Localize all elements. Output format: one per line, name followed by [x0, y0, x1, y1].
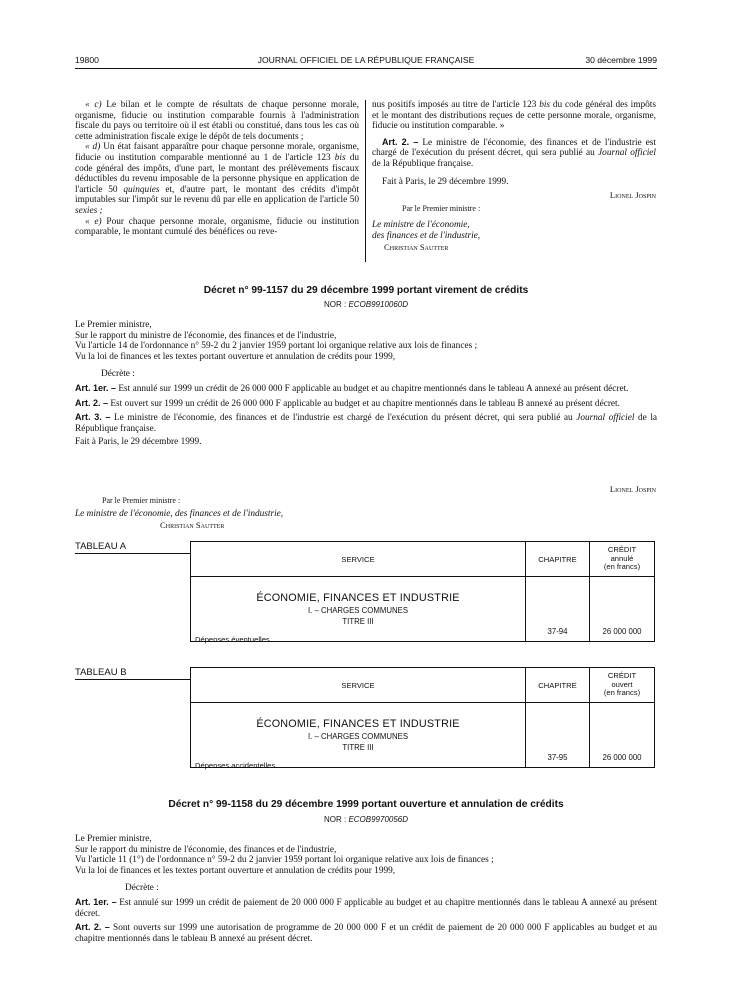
intro: Le Premier ministre, — [75, 834, 152, 844]
paragraph-text: de la République française. — [372, 158, 474, 169]
paragraph-e — [75, 217, 359, 238]
table-header — [191, 542, 654, 577]
col-service: SERVICE — [191, 668, 526, 702]
paragraph-text: Le bilan et le compte de résultats de chaque personne morale, organisme, fiducie ou institution comparable fournis à l'administration fiscale du pays ou territoire où il est établi ou constitué, dans tous les cas où cette administration fiscale exige le dépôt de tels documents ; — [75, 100, 359, 142]
paragraph-text: Est annulé sur 1999 un crédit de paiement de 20 000 000 F applicable au budget et au chapitre mentionnés dans le tableau A annexé au présent décret. — [75, 897, 658, 919]
par-line: Par le Premier ministre : — [402, 203, 481, 213]
table-header — [191, 668, 654, 703]
vu-line: Vu la loi de finances et les textes portant ouverture et annulation de crédits pour 1999, — [75, 351, 396, 362]
signer-name: Lionel Jospin — [609, 190, 656, 201]
table-row — [191, 703, 654, 770]
col-credit-line: annulé — [610, 553, 634, 563]
journal-title: JOURNAL OFFICIEL DE LA RÉPUBLIQUE FRANÇAISE — [257, 55, 475, 65]
decree-2-title: Décret n° 99-1158 du 29 décembre 1999 portant ouverture et annulation de crédits — [168, 799, 564, 810]
minister-title: Le ministre de l'économie, des finances et de l'industrie, — [75, 509, 284, 519]
article-label: Art. 2. – — [382, 136, 419, 147]
nor-code: ECOB9970056D — [348, 815, 409, 824]
col-credit-line: (en francs) — [603, 688, 641, 698]
col-chapitre: CHAPITRE — [526, 668, 590, 702]
minister-title: Le ministre de l'économie, — [372, 220, 470, 231]
paragraph-text: Pour chaque personne morale, organisme, fiducie ou institution comparable, le montant cumulé des bénéfices ou reve- — [75, 216, 359, 238]
tableau-b-label: TABLEAU B — [75, 667, 190, 680]
col-credit-line: ouvert — [611, 679, 633, 689]
emphasis: Journal officiel — [576, 413, 635, 424]
section-heading: I. – CHARGES COMMUNES — [307, 606, 409, 615]
paragraph-text: Est annulé sur 1999 un crédit de 26 000 000 F applicable au budget et au chapitre mentionnés dans le tableau A annexé au présent décret. — [118, 383, 629, 394]
titre-heading: TITRE III — [342, 743, 374, 752]
minister-line-1 — [372, 220, 656, 231]
article-1 — [75, 897, 657, 919]
titre-heading: TITRE III — [342, 617, 374, 626]
tableau-a — [190, 541, 655, 642]
service-cell — [191, 577, 526, 644]
amount-cell: 26 000 000 — [602, 752, 642, 762]
article-label: Art. 2. – — [75, 922, 110, 933]
nor-label: NOR : — [323, 300, 347, 309]
decrete: Décrète : — [101, 369, 135, 380]
emphasis: quinquies — [123, 184, 160, 195]
paragraph-text: du code général des impôts et le montant des distributions reçues de cette personne morale, organisme, fiducie ou institution comparable. » — [372, 100, 656, 132]
decrete: Décrète : — [125, 883, 159, 894]
expense-label: Dépenses éventuelles — [195, 635, 270, 644]
service-cell — [191, 703, 526, 770]
minister-name: Christian Sautter — [384, 241, 449, 252]
paragraph-text: Le ministre de l'économie, des finances et de l'industrie est chargé de l'exécution du présent décret, qui sera publié au — [372, 137, 656, 159]
expense-label: Dépenses accidentelles — [195, 761, 276, 770]
decree-1-minister — [75, 509, 283, 519]
col-credit — [590, 542, 654, 576]
section-heading: I. – CHARGES COMMUNES — [307, 732, 409, 741]
col-credit — [590, 668, 654, 702]
article-3 — [75, 412, 657, 434]
item-label: « d) — [85, 142, 101, 153]
decree-1-body — [75, 320, 657, 448]
col-credit-line: (en francs) — [603, 562, 641, 572]
intro: Le Premier ministre, — [75, 320, 152, 330]
emphasis: bis — [539, 100, 551, 110]
col-credit-line: CRÉDIT — [607, 671, 637, 681]
decree-1-signer: Lionel Jospin — [609, 484, 656, 494]
article-label: Art. 1er. – — [75, 382, 117, 393]
minister-title: des finances et de l'industrie, — [372, 230, 481, 241]
paragraph-text: de la République française. — [75, 413, 658, 434]
expense-line — [195, 635, 521, 644]
vu-line: Vu l'article 14 de l'ordonnance n° 59-2 du 2 janvier 1959 portant loi organique relative aux lois de finances ; — [75, 341, 478, 352]
ministry-heading: ÉCONOMIE, FINANCES ET INDUSTRIE — [256, 718, 460, 730]
fait-line: Fait à Paris, le 29 décembre 1999. — [382, 176, 509, 187]
issue-date: 30 décembre 1999 — [585, 55, 657, 65]
emphasis: bis — [334, 152, 346, 163]
col-service: SERVICE — [191, 542, 526, 576]
paragraph-d — [75, 142, 359, 216]
article-2 — [75, 398, 657, 410]
emphasis: sexies ; — [75, 205, 103, 216]
paragraph-text: Est ouvert sur 1999 un crédit de 26 000 000 F applicable au budget et au chapitre mentionnés dans le tableau B annexé au présent décret. — [110, 398, 620, 409]
tableau-b — [190, 667, 655, 768]
right-column — [372, 100, 656, 252]
column-divider — [365, 100, 366, 262]
ministry-heading: ÉCONOMIE, FINANCES ET INDUSTRIE — [256, 592, 460, 604]
paragraph-text: et, d'autre part, le montant des crédits d'impôt imputables sur l'impôt sur le revenu dû par elle en application de l'article 50 — [75, 184, 359, 206]
tableau-a-label: TABLEAU A — [75, 541, 190, 554]
decree-2-nor — [75, 815, 657, 824]
fait-line: Fait à Paris, le 29 décembre 1999. — [75, 437, 202, 448]
left-column — [75, 100, 359, 238]
nor-label: NOR : — [323, 815, 347, 824]
dot-leader — [277, 767, 519, 768]
chapitre-cell: 37-95 — [526, 703, 590, 767]
col-chapitre: CHAPITRE — [526, 542, 590, 576]
article-label: Art. 1er. – — [75, 896, 117, 907]
vu-line: Vu la loi de finances et les textes portant ouverture et annulation de crédits pour 1999, — [75, 865, 396, 876]
col-credit-line: CRÉDIT — [607, 545, 637, 555]
article-2 — [75, 922, 657, 944]
decree-2-body — [75, 834, 657, 944]
minister-line-2 — [372, 231, 656, 242]
page-number: 19800 — [75, 55, 99, 65]
paragraph-text: du code général des impôts, d'une part, le montant des prélèvements fiscaux déductibles du revenu imposable de la personne physique en application de l'article 50 — [75, 152, 360, 195]
article-label: Art. 3. – — [75, 412, 111, 423]
paragraph-text: Sont ouverts sur 1999 une autorisation de programme de 20 000 000 F et un crédit de paiement de 20 000 000 F applicables au budget et au chapitre mentionnés dans le tableau B annexé au présent décret. — [75, 923, 657, 944]
dot-leader — [272, 641, 519, 642]
decree-1-nor — [75, 300, 657, 309]
chapitre-cell: 37-94 — [526, 577, 590, 641]
nor-code: ECOB9910060D — [348, 300, 409, 309]
vu-line: Sur le rapport du ministre de l'économie, des finances et de l'industrie, — [75, 844, 337, 855]
decree-1-minister-name: Christian Sautter — [160, 520, 225, 530]
item-label: « c) — [85, 100, 102, 110]
table-row — [191, 577, 654, 644]
decree-1-title: Décret n° 99-1157 du 29 décembre 1999 portant virement de crédits — [203, 285, 529, 296]
paragraph-text: Un état faisant apparaître pour chaque personne morale, organisme, fiducie ou institution comparable mentionné au 1 de l'article 123 — [75, 142, 360, 163]
expense-line — [195, 761, 521, 770]
paragraph-c — [75, 100, 359, 142]
paragraph-text: Le ministre de l'économie, des finances et de l'industrie est chargé de l'exécution du présent décret, qui sera publié au — [113, 413, 573, 424]
continued-paragraph — [372, 100, 656, 132]
paragraph-text: nus positifs imposés au titre de l'article 123 — [372, 100, 537, 110]
vu-line: Vu l'article 11 (1°) de l'ordonnance n° 59-2 du 2 janvier 1959 portant loi organique relative aux lois de finances ; — [75, 855, 494, 866]
item-label: « e) — [85, 216, 102, 227]
header-rule — [75, 68, 657, 69]
decree-1-par: Par le Premier ministre : — [102, 496, 181, 505]
article-2 — [372, 137, 656, 170]
article-label: Art. 2. – — [75, 397, 109, 408]
emphasis: Journal officiel — [598, 148, 657, 159]
vu-line: Sur le rapport du ministre de l'économie, des finances et de l'industrie, — [75, 330, 337, 341]
article-1 — [75, 383, 657, 395]
amount-cell: 26 000 000 — [602, 626, 642, 636]
